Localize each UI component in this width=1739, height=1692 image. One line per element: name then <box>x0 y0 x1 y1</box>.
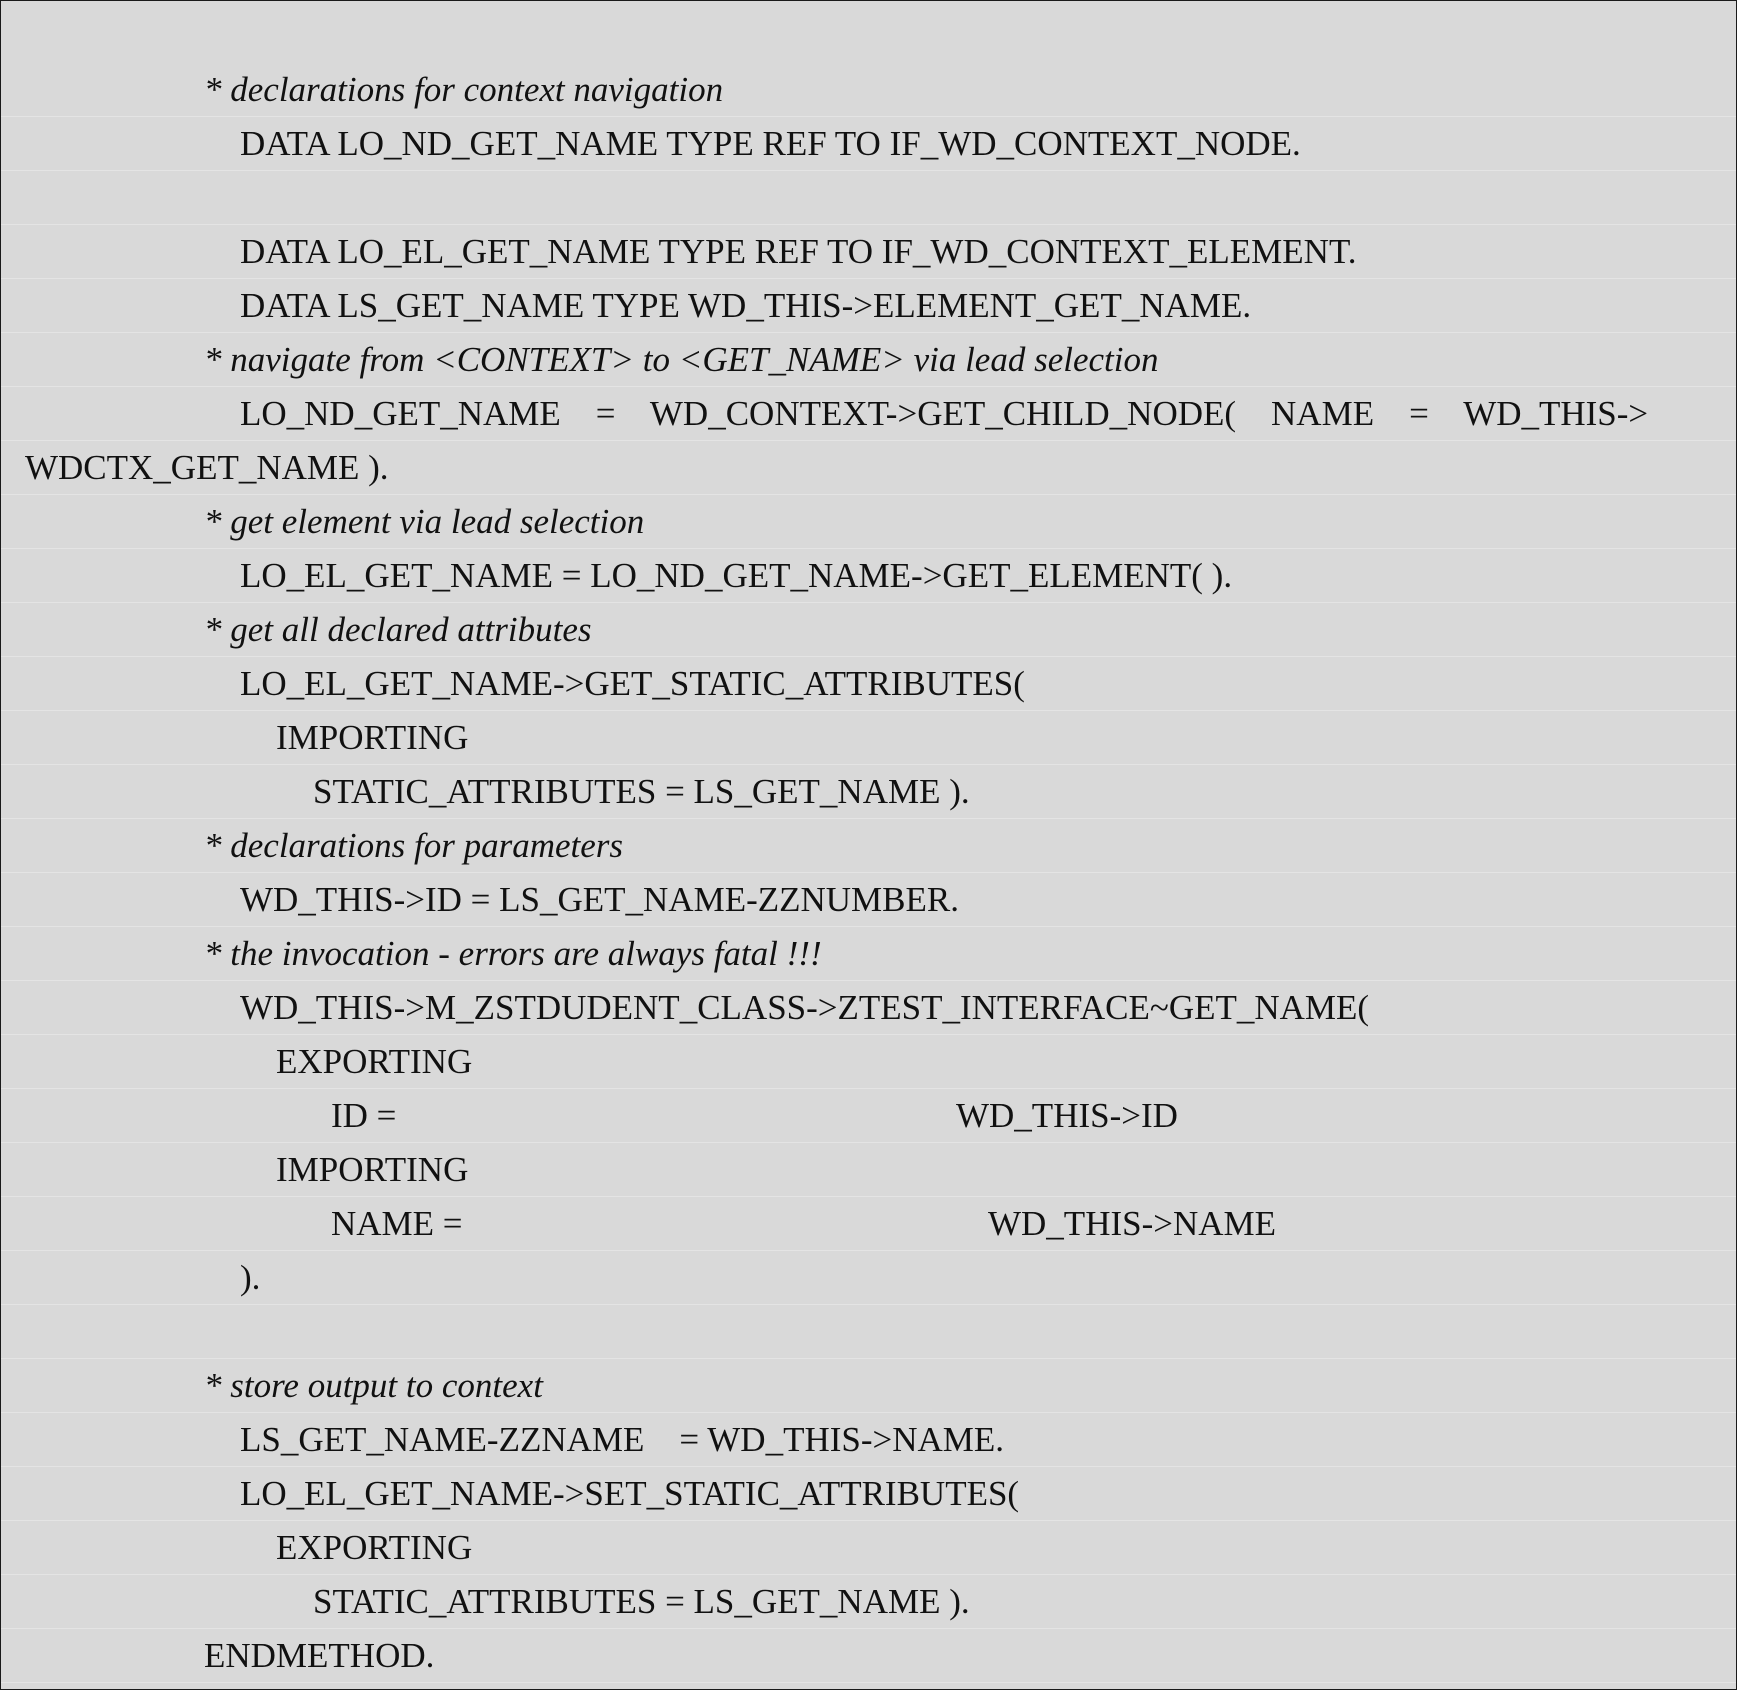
code-line <box>1 1035 1736 1089</box>
code-line <box>1 279 1736 333</box>
code-line <box>1 1143 1736 1197</box>
code-line <box>1 657 1736 711</box>
code-text: LO_EL_GET_NAME->GET_STATIC_ATTRIBUTES( <box>240 664 1025 703</box>
code-text: STATIC_ATTRIBUTES = LS_GET_NAME ). <box>313 1582 970 1621</box>
code-line <box>1 1413 1736 1467</box>
code-text: LO_EL_GET_NAME->SET_STATIC_ATTRIBUTES( <box>240 1474 1020 1513</box>
code-text: EXPORTING <box>276 1042 473 1081</box>
code-comment: * navigate from <CONTEXT> to <GET_NAME> via lead selection <box>204 340 1159 379</box>
code-text: IMPORTING <box>276 1150 469 1189</box>
code-text: WD_THIS->M_ZSTDUDENT_CLASS->ZTEST_INTERFACE~GET_NAME( <box>240 988 1370 1027</box>
code-line <box>1 1467 1736 1521</box>
code-line <box>1 63 1736 117</box>
code-comment: * declarations for context navigation <box>204 70 724 109</box>
code-comment: * store output to context <box>204 1366 543 1405</box>
code-line <box>1 1575 1736 1629</box>
code-line <box>1 441 1736 495</box>
code-value: WD_THIS->NAME <box>988 1204 1277 1243</box>
code-line <box>1 711 1736 765</box>
code-line <box>1 549 1736 603</box>
code-text: LO_EL_GET_NAME = LO_ND_GET_NAME->GET_ELEMENT( ). <box>240 556 1233 595</box>
code-comment: * the invocation - errors are always fatal !!! <box>204 934 822 973</box>
code-line <box>1 873 1736 927</box>
code-line <box>1 819 1736 873</box>
code-line <box>1 333 1736 387</box>
code-text: ENDMETHOD. <box>204 1636 435 1675</box>
code-text: LS_GET_NAME-ZZNAME = WD_THIS->NAME. <box>240 1420 1005 1459</box>
code-line <box>1 1305 1736 1359</box>
code-line <box>1 1197 1736 1251</box>
code-text: WDCTX_GET_NAME ). <box>25 448 389 487</box>
code-line <box>1 603 1736 657</box>
code-line <box>1 1629 1736 1683</box>
code-text: DATA LO_EL_GET_NAME TYPE REF TO IF_WD_CONTEXT_ELEMENT. <box>240 232 1357 271</box>
code-comment: * declarations for parameters <box>204 826 624 865</box>
code-line <box>1 765 1736 819</box>
code-text: DATA LO_ND_GET_NAME TYPE REF TO IF_WD_CONTEXT_NODE. <box>240 124 1301 163</box>
code-text: NAME = <box>331 1204 463 1243</box>
code-text: ID = <box>331 1096 397 1135</box>
code-line <box>1 225 1736 279</box>
code-text: DATA LS_GET_NAME TYPE WD_THIS->ELEMENT_GET_NAME. <box>240 286 1252 325</box>
code-text: STATIC_ATTRIBUTES = LS_GET_NAME ). <box>313 772 970 811</box>
code-line <box>1 981 1736 1035</box>
code-line <box>1 1251 1736 1305</box>
code-text: IMPORTING <box>276 718 469 757</box>
code-line <box>1 387 1736 441</box>
code-line <box>1 171 1736 225</box>
code-text: ). <box>240 1258 261 1297</box>
code-line <box>1 117 1736 171</box>
code-text: EXPORTING <box>276 1528 473 1567</box>
code-text: LO_ND_GET_NAME = WD_CONTEXT->GET_CHILD_NODE( NAME = WD_THIS-> <box>240 394 1649 433</box>
code-text: WD_THIS->ID = LS_GET_NAME-ZZNUMBER. <box>240 880 959 919</box>
code-comment: * get element via lead selection <box>204 502 645 541</box>
code-line <box>1 927 1736 981</box>
code-line <box>1 495 1736 549</box>
code-comment: * get all declared attributes <box>204 610 592 649</box>
code-line <box>1 1089 1736 1143</box>
code-line <box>1 1521 1736 1575</box>
code-value: WD_THIS->ID <box>956 1096 1178 1135</box>
code-line <box>1 1359 1736 1413</box>
